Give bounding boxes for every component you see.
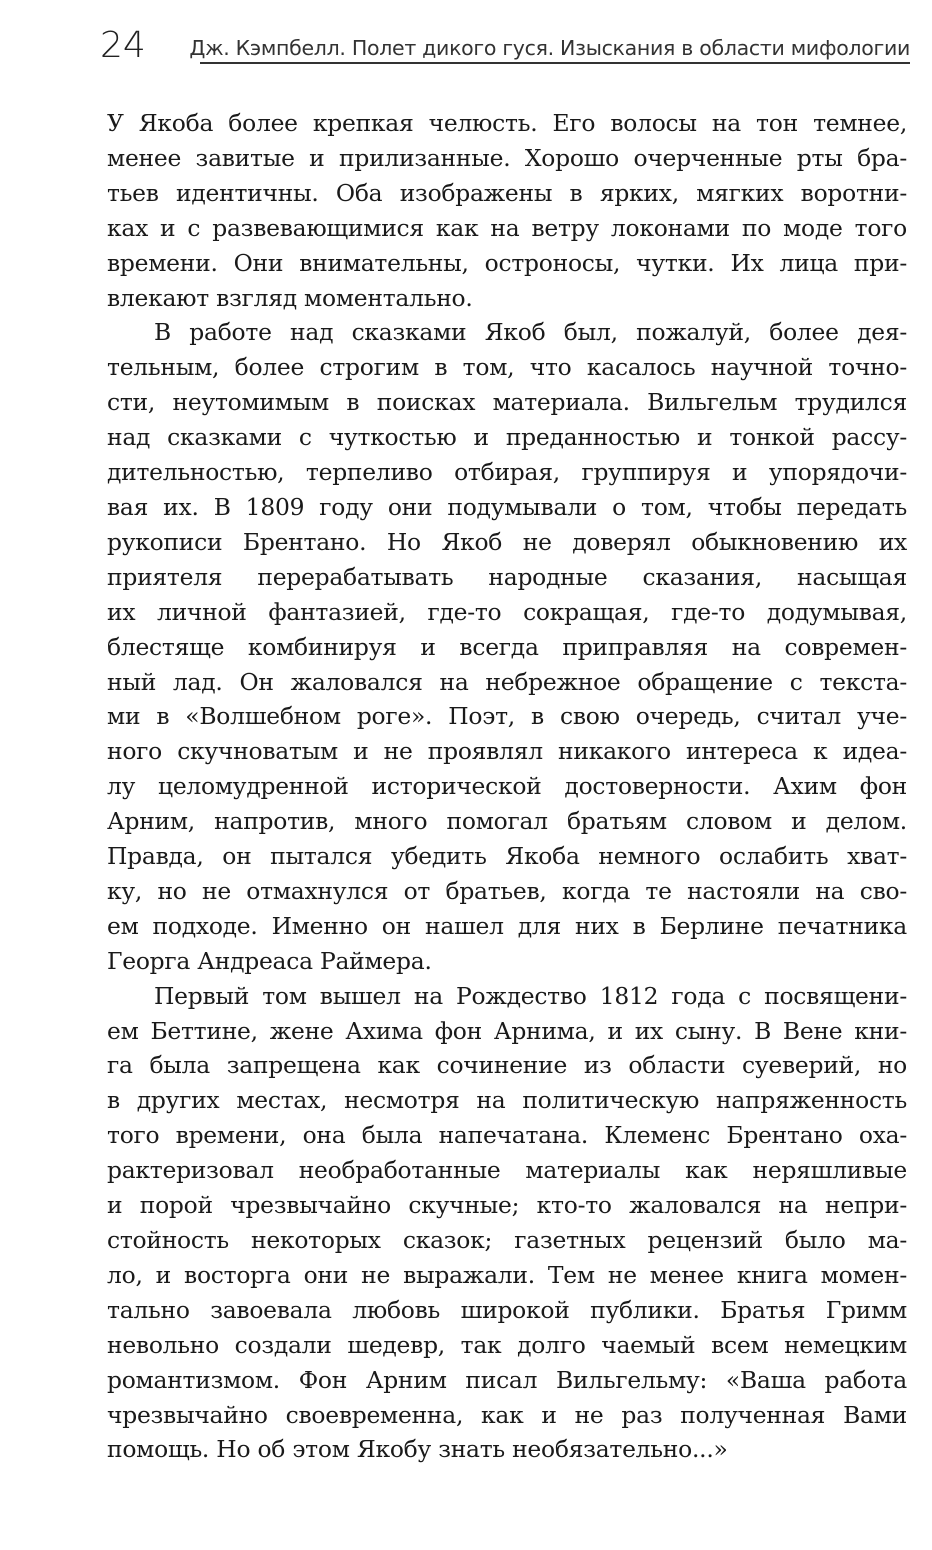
text-line: В работе над сказками Якоб был, пожалуй, более дея-	[154, 318, 907, 347]
text-line: ло, и восторга они не выражали. Тем не менее книга момен-	[107, 1260, 907, 1289]
text-line: ного скучноватым и не проявлял никакого интереса к идеа-	[107, 737, 907, 766]
text-line: стойность некоторых сказок; газетных рецензий было ма-	[107, 1226, 907, 1254]
header-rule	[200, 62, 910, 64]
text-line: рукописи Брентано. Но Якоб не доверял обыкновению их	[107, 527, 907, 556]
text-line: ем подходе. Именно он нашел для них в Берлине печатника	[107, 911, 907, 940]
text-line: тьев идентичны. Оба изображены в ярких, мягких воротни-	[107, 178, 907, 207]
paragraph-3	[107, 979, 907, 1468]
text-line: сти, неутомимым в поисках материала. Вильгельм трудился	[107, 388, 907, 417]
text-line: Георга Андреаса Раймера.	[107, 946, 432, 975]
text-line: Арним, напротив, много помогал братьям словом и делом.	[107, 807, 907, 836]
text-line: приятеля перерабатывать народные сказания, насыщая	[107, 562, 907, 591]
text-line: чрезвычайно своевременна, как и не раз полученная Вами	[107, 1400, 907, 1429]
text-line: помощь. Но об этом Якобу знать необязательно...»	[107, 1435, 728, 1464]
text-line: ку, но не отмахнулся от братьев, когда те настояли на сво-	[107, 876, 907, 905]
text-line: Первый том вышел на Рождество 1812 года с посвящени-	[154, 981, 907, 1010]
text-line: ный лад. Он жаловался на небрежное обращение с текста-	[107, 667, 907, 696]
text-line: дительностью, терпеливо отбирая, группируя и упорядочи-	[107, 458, 907, 487]
text-line: невольно создали шедевр, так долго чаемый всем немецким	[107, 1330, 907, 1359]
text-line: романтизмом. Фон Арним писал Вильгельму: «Ваша работа	[107, 1365, 907, 1394]
body-text	[107, 106, 907, 1467]
text-line: ках и с развевающимися как на ветру локонами по моде того	[107, 213, 907, 242]
text-line: тельным, более строгим в том, что касалось научной точно-	[107, 353, 907, 382]
paragraph-1	[107, 106, 907, 315]
text-line: га была запрещена как сочинение из области суеверий, но	[107, 1051, 907, 1080]
text-line: менее завитые и прилизанные. Хорошо очерченные рты бра-	[107, 143, 907, 172]
text-line: их личной фантазией, где-то сокращая, где-то додумывая,	[107, 597, 907, 626]
text-line: У Якоба более крепкая челюсть. Его волосы на тон темнее,	[107, 109, 907, 137]
page-header	[100, 22, 910, 70]
text-line: рактеризовал необработанные материалы как неряшливые	[107, 1156, 907, 1185]
text-line: над сказками с чуткостью и преданностью и тонкой рассу-	[107, 423, 907, 452]
text-line: блестяще комбинируя и всегда приправляя на современ-	[107, 632, 907, 661]
text-line: лу целомудренной исторической достоверности. Ахим фон	[107, 772, 907, 801]
text-line: влекают взгляд моментально.	[107, 283, 473, 312]
text-line: в других местах, несмотря на политическую напряженность	[107, 1086, 907, 1115]
text-line: времени. Они внимательны, остроносы, чутки. Их лица при-	[107, 248, 907, 277]
running-title: Дж. Кэмпбелл. Полет дикого гуся. Изыскания в области мифологии	[189, 36, 910, 60]
text-line: того времени, она была напечатана. Клеменс Брентано оха-	[107, 1121, 907, 1150]
text-line: вая их. В 1809 году они подумывали о том, чтобы передать	[107, 492, 907, 521]
text-line: тально завоевала любовь широкой публики. Братья Гримм	[107, 1295, 907, 1324]
paragraph-2	[107, 315, 907, 978]
text-line: Правда, он пытался убедить Якоба немного ослабить хват-	[107, 842, 907, 871]
page-number: 24	[100, 25, 146, 66]
text-line: и порой чрезвычайно скучные; кто-то жаловался на непри-	[107, 1191, 907, 1220]
text-line: ем Беттине, жене Ахима фон Арнима, и их сыну. В Вене кни-	[107, 1016, 907, 1045]
text-line: ми в «Волшебном роге». Поэт, в свою очередь, считал уче-	[107, 702, 907, 731]
